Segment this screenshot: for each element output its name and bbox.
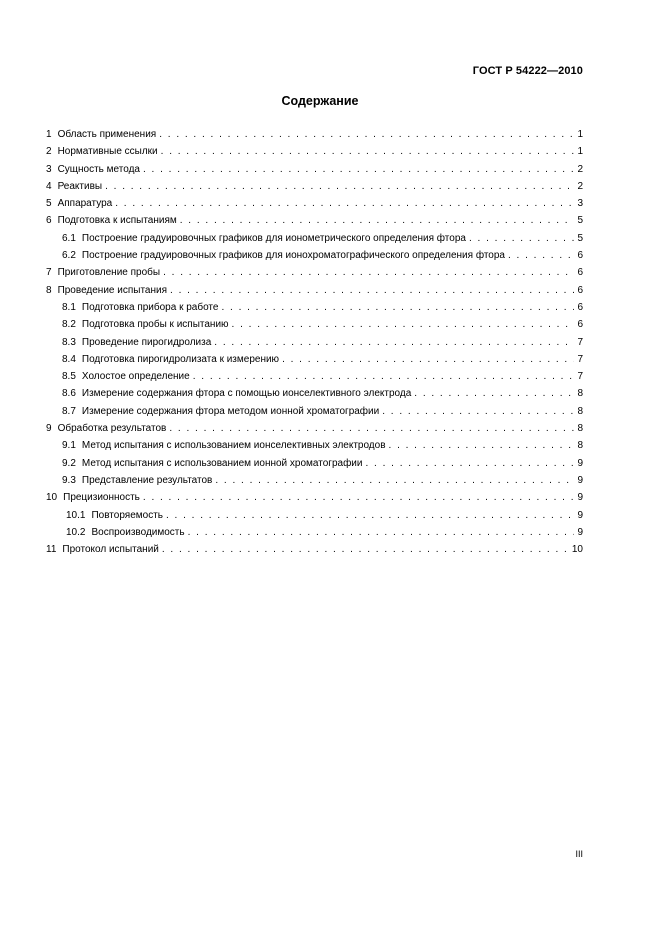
toc-entry-number: 7 — [46, 267, 52, 279]
toc-entry-page: 9 — [577, 457, 583, 469]
toc-entry-number: 9.3 — [62, 474, 76, 486]
toc-entry[interactable] — [46, 178, 583, 195]
toc-leader-dots — [169, 420, 574, 437]
toc-entry-number: 8.3 — [62, 336, 76, 348]
toc-entry-number: 6 — [46, 215, 52, 227]
toc-entry-page: 2 — [577, 163, 583, 175]
toc-leader-dots — [143, 161, 574, 178]
toc-entry[interactable] — [46, 161, 583, 178]
toc-entry-number: 11 — [46, 544, 57, 556]
toc-entry-number: 3 — [46, 163, 52, 175]
toc-entry-number: 10 — [46, 492, 58, 504]
toc-entry-label: Подготовка пробы к испытанию — [81, 319, 229, 331]
toc-entry[interactable] — [46, 334, 583, 351]
toc-entry-number: 8.5 — [62, 371, 76, 383]
toc-entry-label: Сущность метода — [57, 163, 140, 175]
toc-entry[interactable] — [46, 143, 583, 160]
document-code: ГОСТ Р 54222—2010 — [472, 65, 583, 77]
toc-entry-number: 8.2 — [62, 319, 76, 331]
toc-entry[interactable] — [46, 212, 583, 229]
toc-leader-dots — [389, 437, 575, 454]
toc-entry-label: Аппаратура — [57, 198, 113, 210]
toc-entry[interactable] — [46, 472, 583, 489]
toc-entry-label: Проведение пирогидролиза — [81, 336, 212, 348]
toc-leader-dots — [508, 247, 574, 264]
toc-entry[interactable] — [46, 299, 583, 316]
toc-entry-number: 9.2 — [62, 457, 76, 469]
toc-entry[interactable] — [46, 524, 583, 541]
toc-entry-number: 9.1 — [62, 440, 76, 452]
toc-entry-page: 6 — [577, 319, 583, 331]
toc-entry-page: 6 — [577, 267, 583, 279]
toc-entry-number: 10.2 — [66, 526, 86, 538]
toc-entry-page: 9 — [577, 509, 583, 521]
toc-entry-number: 5 — [46, 198, 52, 210]
toc-entry-page: 5 — [577, 215, 583, 227]
toc-entry[interactable] — [46, 437, 583, 454]
page-number: III — [575, 849, 583, 859]
toc-entry-number: 10.1 — [66, 509, 86, 521]
toc-entry-page: 9 — [577, 526, 583, 538]
toc-entry-number: 8.7 — [62, 405, 76, 417]
toc-leader-dots — [163, 264, 574, 281]
toc-entry[interactable] — [46, 247, 583, 264]
toc-entry-page: 1 — [577, 129, 583, 140]
toc-entry-page: 10 — [571, 544, 583, 556]
toc-entry[interactable] — [46, 126, 583, 143]
toc-leader-dots — [215, 472, 574, 489]
toc-entry-label: Измерение содержания фтора методом ионной хроматографии — [81, 405, 380, 417]
toc-leader-dots — [105, 178, 574, 195]
toc-leader-dots — [188, 524, 575, 541]
toc-leader-dots — [469, 230, 574, 247]
toc-entry-label: Обработка результатов — [57, 423, 167, 435]
toc-entry-label: Прецизионность — [63, 492, 140, 504]
toc-leader-dots — [143, 489, 575, 506]
toc-entry-page: 9 — [577, 474, 583, 486]
toc-entry-label: Воспроизводимость — [91, 526, 185, 538]
toc-entry[interactable] — [46, 264, 583, 281]
toc-entry-number: 8.4 — [62, 353, 76, 365]
toc-entry-label: Метод испытания с использованием ионной хроматографии — [81, 457, 363, 469]
toc-entry[interactable] — [46, 541, 583, 558]
toc-entry-page: 5 — [577, 232, 583, 244]
toc-leader-dots — [382, 403, 574, 420]
toc-entry[interactable] — [46, 455, 583, 472]
toc-entry-page: 7 — [577, 353, 583, 365]
toc-entry-label: Нормативные ссылки — [57, 146, 158, 158]
toc-entry-number: 8 — [46, 284, 52, 296]
toc-leader-dots — [282, 351, 574, 368]
toc-title: Содержание — [281, 94, 359, 108]
table-of-contents — [46, 126, 583, 558]
toc-entry-page: 1 — [577, 146, 583, 158]
toc-entry-label: Представление результатов — [81, 474, 213, 486]
toc-entry-label: Область применения — [57, 129, 157, 140]
toc-entry-number: 9 — [46, 423, 52, 435]
toc-leader-dots — [180, 212, 575, 229]
toc-leader-dots — [193, 368, 575, 385]
toc-entry-page: 6 — [577, 284, 583, 296]
toc-entry-number: 6.1 — [62, 232, 76, 244]
toc-entry-label: Подготовка к испытаниям — [57, 215, 177, 227]
toc-leader-dots — [159, 126, 574, 143]
toc-leader-dots — [414, 385, 574, 402]
toc-entry-label: Измерение содержания фтора с помощью ионселективного электрода — [81, 388, 412, 400]
toc-entry-number: 6.2 — [62, 250, 76, 262]
toc-entry-page: 8 — [577, 405, 583, 417]
toc-entry-label: Приготовление пробы — [57, 267, 161, 279]
toc-entry[interactable] — [46, 195, 583, 212]
toc-entry[interactable] — [46, 385, 583, 402]
toc-entry-page: 3 — [577, 198, 583, 210]
toc-entry-label: Протокол испытаний — [62, 544, 159, 556]
toc-entry-page: 9 — [577, 492, 583, 504]
toc-entry-page: 6 — [577, 301, 583, 313]
toc-entry-label: Холостое определение — [81, 371, 190, 383]
toc-entry-number: 8.6 — [62, 388, 76, 400]
toc-entry-label: Проведение испытания — [57, 284, 168, 296]
toc-entry-page: 2 — [577, 180, 583, 192]
toc-entry-number: 1 — [46, 129, 52, 140]
toc-leader-dots — [162, 541, 569, 558]
toc-entry-page: 7 — [577, 336, 583, 348]
toc-entry-number: 8.1 — [62, 301, 76, 313]
toc-entry[interactable] — [46, 351, 583, 368]
toc-leader-dots — [161, 143, 575, 160]
toc-entry-label: Метод испытания с использованием ионселективных электродов — [81, 440, 386, 452]
toc-entry-page: 6 — [577, 250, 583, 262]
toc-leader-dots — [115, 195, 574, 212]
toc-entry-label: Построение градуировочных графиков для ионохроматографического определения фтора — [81, 250, 505, 262]
toc-entry[interactable] — [46, 507, 583, 524]
toc-entry[interactable] — [46, 403, 583, 420]
toc-entry[interactable] — [46, 316, 583, 333]
toc-entry-label: Реактивы — [57, 180, 103, 192]
toc-leader-dots — [365, 455, 574, 472]
toc-entry[interactable] — [46, 230, 583, 247]
toc-entry-label: Подготовка пирогидролизата к измерению — [81, 353, 280, 365]
toc-leader-dots — [214, 334, 574, 351]
toc-leader-dots — [221, 299, 574, 316]
toc-entry-number: 2 — [46, 146, 52, 158]
toc-entry-page: 8 — [577, 388, 583, 400]
toc-leader-dots — [166, 507, 574, 524]
toc-entry[interactable] — [46, 489, 583, 506]
toc-entry-page: 8 — [577, 423, 583, 435]
toc-entry-label: Построение градуировочных графиков для ионометрического определения фтора — [81, 232, 466, 244]
toc-entry-label: Повторяемость — [91, 509, 163, 521]
toc-entry-number: 4 — [46, 180, 52, 192]
toc-entry-label: Подготовка прибора к работе — [81, 301, 219, 313]
toc-entry-page: 8 — [577, 440, 583, 452]
toc-entry[interactable] — [46, 420, 583, 437]
toc-entry[interactable] — [46, 368, 583, 385]
toc-leader-dots — [232, 316, 575, 333]
toc-leader-dots — [170, 282, 574, 299]
toc-entry-page: 7 — [577, 371, 583, 383]
toc-entry[interactable] — [46, 282, 583, 299]
